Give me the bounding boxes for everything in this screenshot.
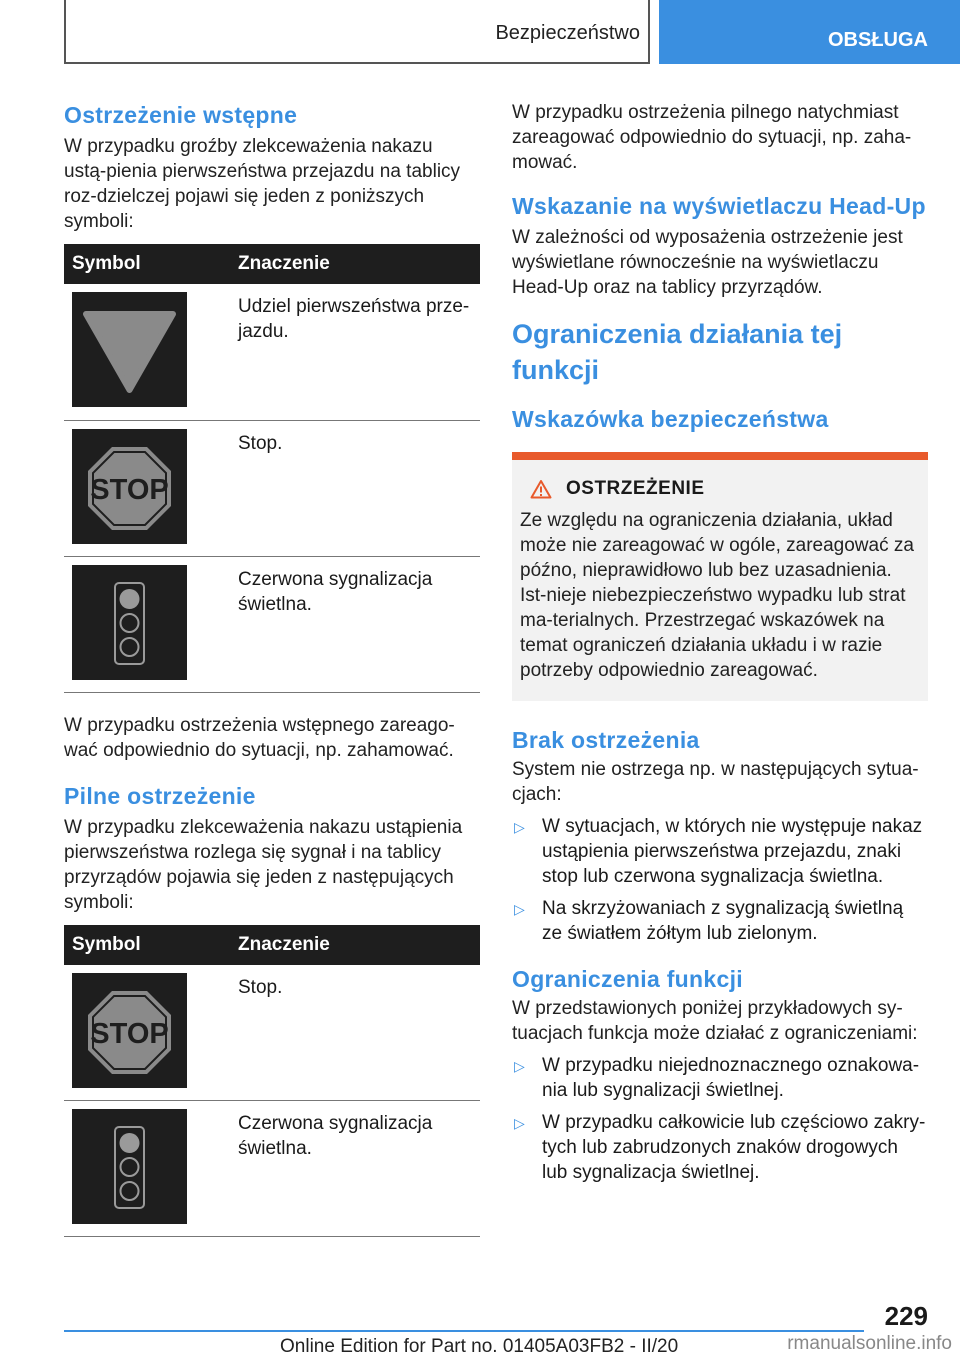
column-header-meaning: Znaczenie (230, 244, 480, 284)
traffic-light-icon (72, 565, 187, 680)
paragraph-preliminary: W przypadku groźby zlekceważenia nakazu ustą-pienia pierwszeństwa przejazdu na tablicy roz-dzielczej pojawi się jeden z poniższych symboli: (64, 136, 461, 232)
heading-head-up-display: Wskazanie na wyświetlaczu Head-Up (512, 193, 926, 219)
heading-safety-note: Wskazówka bezpieczeństwa (512, 406, 829, 432)
table-row (64, 284, 480, 420)
list-no-warning (512, 814, 928, 946)
table-row (64, 1101, 480, 1237)
heading-function-restrictions: Ograniczenia funkcji (512, 966, 743, 992)
list-item: ▷ Na skrzyżowaniach z sygnalizacją świetlną ze światłem żółtym lub zielonym. (514, 898, 904, 944)
heading-urgent-warning: Pilne ostrzeżenie (64, 782, 256, 809)
yield-sign-icon (72, 292, 187, 407)
bullet-triangle-icon: ▷ (514, 1058, 525, 1074)
traffic-light-icon (72, 1109, 187, 1224)
symbol-table-preliminary (64, 244, 480, 693)
left-column (64, 100, 480, 1237)
table-cell-meaning: Udziel pierwszeństwa prze-jazdu. (230, 284, 480, 420)
symbol-table-urgent (64, 925, 480, 1238)
warning-title-row (530, 478, 918, 500)
table-cell-meaning: Stop. (230, 420, 480, 556)
paragraph-urgent: W przypadku zlekceważenia nakazu ustąpienia pierwszeństwa rozlega się sygnał i na tablicy przyrządów pojawia się jeden z następujących symboli: (64, 816, 463, 913)
list-item: ▷ W przypadku całkowicie lub częściowo zakry-tych lub zabrudzonych znaków drogowych lub sygnalizacja świetlnej. (514, 1112, 926, 1183)
table-row (64, 556, 480, 692)
footer-edition: Online Edition for Part no. 01405A03FB2 - II/20 (280, 1336, 679, 1357)
paragraph-urgent-action: W przypadku ostrzeżenia pilnego natychmiast zareagować odpowiednio do sytuacji, np. zaha-mować. (512, 102, 912, 173)
table-cell-meaning: Czerwona sygnalizacja świetlna. (230, 556, 480, 692)
svg-text:STOP: STOP (90, 1017, 169, 1050)
right-column (512, 100, 928, 1185)
warning-text: Ze względu na ograniczenia działania, układ może nie zareagować w ogóle, zareagować za późno, nieprawidłowo lub bez uzasadnienia. Ist-nieje niebezpieczeństwo wypadku lub strat ma-terialnych. Przestrzegać wskazówek na temat ograniczeń działania układu i w razie potrzeby odpowiednio zareagować. (520, 510, 914, 681)
warning-triangle-icon (530, 479, 552, 499)
bullet-triangle-icon: ▷ (514, 1115, 525, 1131)
column-header-symbol: Symbol (64, 244, 230, 284)
header-tab-label: OBSŁUGA (828, 29, 928, 51)
paragraph-no-warning: System nie ostrzega np. w następujących sytua-cjach: (512, 759, 919, 805)
paragraph-head-up: W zależności od wyposażenia ostrzeżenie jest wyświetlane równocześnie na wyświetlaczu Head-Up oraz na tablicy przyrządów. (512, 227, 903, 298)
column-header-symbol: Symbol (64, 925, 230, 965)
list-item: ▷ W przypadku niejednoznacznego oznakowa-nia lub sygnalizacji świetlnej. (514, 1055, 920, 1101)
bullet-triangle-icon: ▷ (514, 819, 525, 835)
svg-text:STOP: STOP (90, 473, 169, 506)
table-row (64, 420, 480, 556)
list-function-restrictions (512, 1053, 928, 1185)
header-tab[interactable] (659, 0, 960, 64)
list-item: ▷ W sytuacjach, w których nie występuje nakaz ustąpienia pierwszeństwa przejazdu, znaki stop lub czerwona sygnalizacja świetlna. (514, 816, 923, 887)
footer-divider (64, 1330, 864, 1332)
heading-preliminary-warning: Ostrzeżenie wstępne (64, 102, 298, 128)
header-section-title: Bezpieczeństwo (495, 22, 640, 44)
stop-sign-icon (72, 429, 187, 544)
heading-function-limits: Ograniczenia działania tej funkcji (512, 319, 843, 385)
warning-box (512, 452, 928, 701)
heading-no-warning: Brak ostrzeżenia (512, 727, 700, 753)
page-number: 229 (884, 1301, 928, 1331)
table-cell-meaning: Czerwona sygnalizacja świetlna. (230, 1101, 480, 1237)
paragraph-function-restrictions: W przedstawionych poniżej przykładowych sy-tuacjach funkcja może działać z ograniczeniami: (512, 998, 918, 1044)
watermark: rmanualsonline.info (787, 1333, 952, 1354)
column-header-meaning: Znaczenie (230, 925, 480, 965)
table-row (64, 965, 480, 1101)
paragraph-preliminary-action: W przypadku ostrzeżenia wstępnego zareago-wać odpowiednio do sytuacji, np. zahamować. (64, 714, 455, 761)
bullet-triangle-icon: ▷ (514, 901, 525, 917)
warning-title: OSTRZEŻENIE (566, 478, 705, 499)
stop-sign-icon (72, 973, 187, 1088)
table-header (64, 244, 480, 284)
table-cell-meaning: Stop. (230, 965, 480, 1101)
table-header (64, 925, 480, 965)
